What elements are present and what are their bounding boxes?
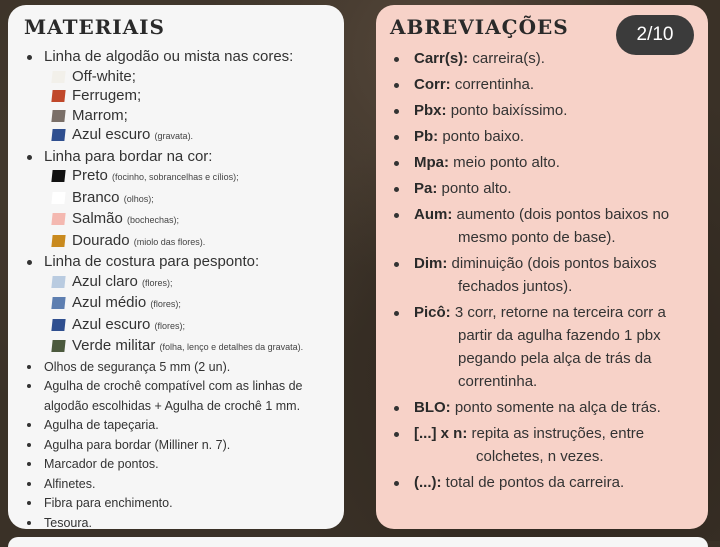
sewing-colors [44, 272, 332, 358]
sewing-label: Linha de costura para pesponto: [44, 253, 260, 270]
color-swatch [51, 340, 65, 352]
abbreviations-card [376, 5, 708, 529]
color-item: Preto (focinho, sobrancelhas e cílios); [44, 166, 332, 188]
embroidery-colors [44, 166, 332, 252]
abbreviation-item: Dim: diminuição (dois pontos baixos fechados juntos). [390, 252, 698, 298]
material-item: Agulha de crochê compatível com as linhas de algodão escolhidas + Agulha de crochê 1 mm. [24, 377, 332, 416]
color-swatch [51, 213, 65, 225]
embroidery-item [24, 147, 332, 253]
abbreviation-item: Corr: correntinha. [390, 73, 698, 96]
abbreviation-item: Aum: aumento (dois pontos baixos no mesmo ponto de base). [390, 203, 698, 249]
yarn-item [24, 47, 332, 147]
yarn-label: Linha de algodão ou mista nas cores: [44, 48, 294, 65]
color-swatch [51, 110, 65, 122]
materials-list [24, 47, 332, 533]
material-item: Alfinetes. [24, 475, 332, 495]
color-note: (bochechas); [127, 215, 180, 225]
material-item: Tesoura. [24, 514, 332, 534]
yarn-colors [44, 67, 332, 147]
abbreviation-item: Mpa: meio ponto alto. [390, 151, 698, 174]
color-item: Azul claro (flores); [44, 272, 332, 294]
color-note: (flores); [150, 299, 181, 309]
color-swatch [51, 319, 65, 331]
color-item: Marrom; [44, 106, 332, 126]
color-note: (flores); [154, 320, 186, 331]
color-note: (folha, lenço e detalhes da gravata). [159, 342, 304, 352]
embroidery-label: Linha para bordar na cor: [44, 147, 213, 165]
materials-title: MATERIAIS [24, 15, 165, 39]
material-item: Marcador de pontos. [24, 455, 332, 475]
color-swatch [51, 235, 65, 247]
material-item: Agulha de tapeçaria. [24, 416, 332, 436]
materials-card [8, 5, 344, 529]
color-swatch [51, 129, 65, 141]
abbreviation-item: Carr(s): carreira(s). [390, 47, 698, 70]
color-item: Azul médio (flores); [44, 293, 332, 315]
color-item: Azul escuro (gravata). [44, 125, 332, 147]
color-swatch [51, 276, 65, 288]
color-item: Branco (olhos); [44, 188, 332, 210]
abbreviation-item: BLO: ponto somente na alça de trás. [390, 396, 698, 419]
abbreviations-list [390, 47, 698, 494]
color-swatch [51, 170, 65, 182]
abbreviation-item: Pa: ponto alto. [390, 177, 698, 200]
color-item: Dourado (miolo das flores). [44, 231, 332, 253]
color-note: (olhos); [123, 193, 154, 204]
abbreviation-item: [...] x n: repita as instruções, entre colchetes, n vezes. [390, 422, 698, 468]
color-note: (focinho, sobrancelhas e cílios); [112, 172, 239, 182]
sewing-item [24, 252, 332, 358]
color-swatch [51, 297, 65, 309]
color-item: Off-white; [44, 67, 332, 87]
material-item: Agulha para bordar (Milliner n. 7). [24, 436, 332, 456]
color-swatch [51, 192, 65, 204]
color-swatch [51, 71, 65, 83]
abbreviation-item: Pb: ponto baixo. [390, 125, 698, 148]
next-card-edge [8, 537, 708, 547]
color-note: (gravata). [154, 131, 194, 141]
page-indicator-badge: 2/10 [616, 15, 694, 55]
color-item: Salmão (bochechas); [44, 209, 332, 231]
abbreviation-item: Picô: 3 corr, retorne na terceira corr a partir da agulha fazendo 1 pbx pegando pela alça de trás da correntinha. [390, 301, 698, 393]
color-swatch [51, 90, 65, 102]
abbreviation-item: Pbx: ponto baixíssimo. [390, 99, 698, 122]
color-item: Azul escuro (flores); [44, 315, 332, 337]
abbreviation-item: (...): total de pontos da carreira. [390, 471, 698, 494]
color-note: (miolo das flores). [133, 236, 206, 247]
color-item: Verde militar (folha, lenço e detalhes da gravata). [44, 336, 332, 358]
color-note: (flores); [142, 277, 173, 288]
material-item: Olhos de segurança 5 mm (2 un). [24, 358, 332, 378]
material-item: Fibra para enchimento. [24, 494, 332, 514]
color-item: Ferrugem; [44, 86, 332, 106]
abbreviations-title: ABREVIAÇÕES [390, 15, 569, 39]
